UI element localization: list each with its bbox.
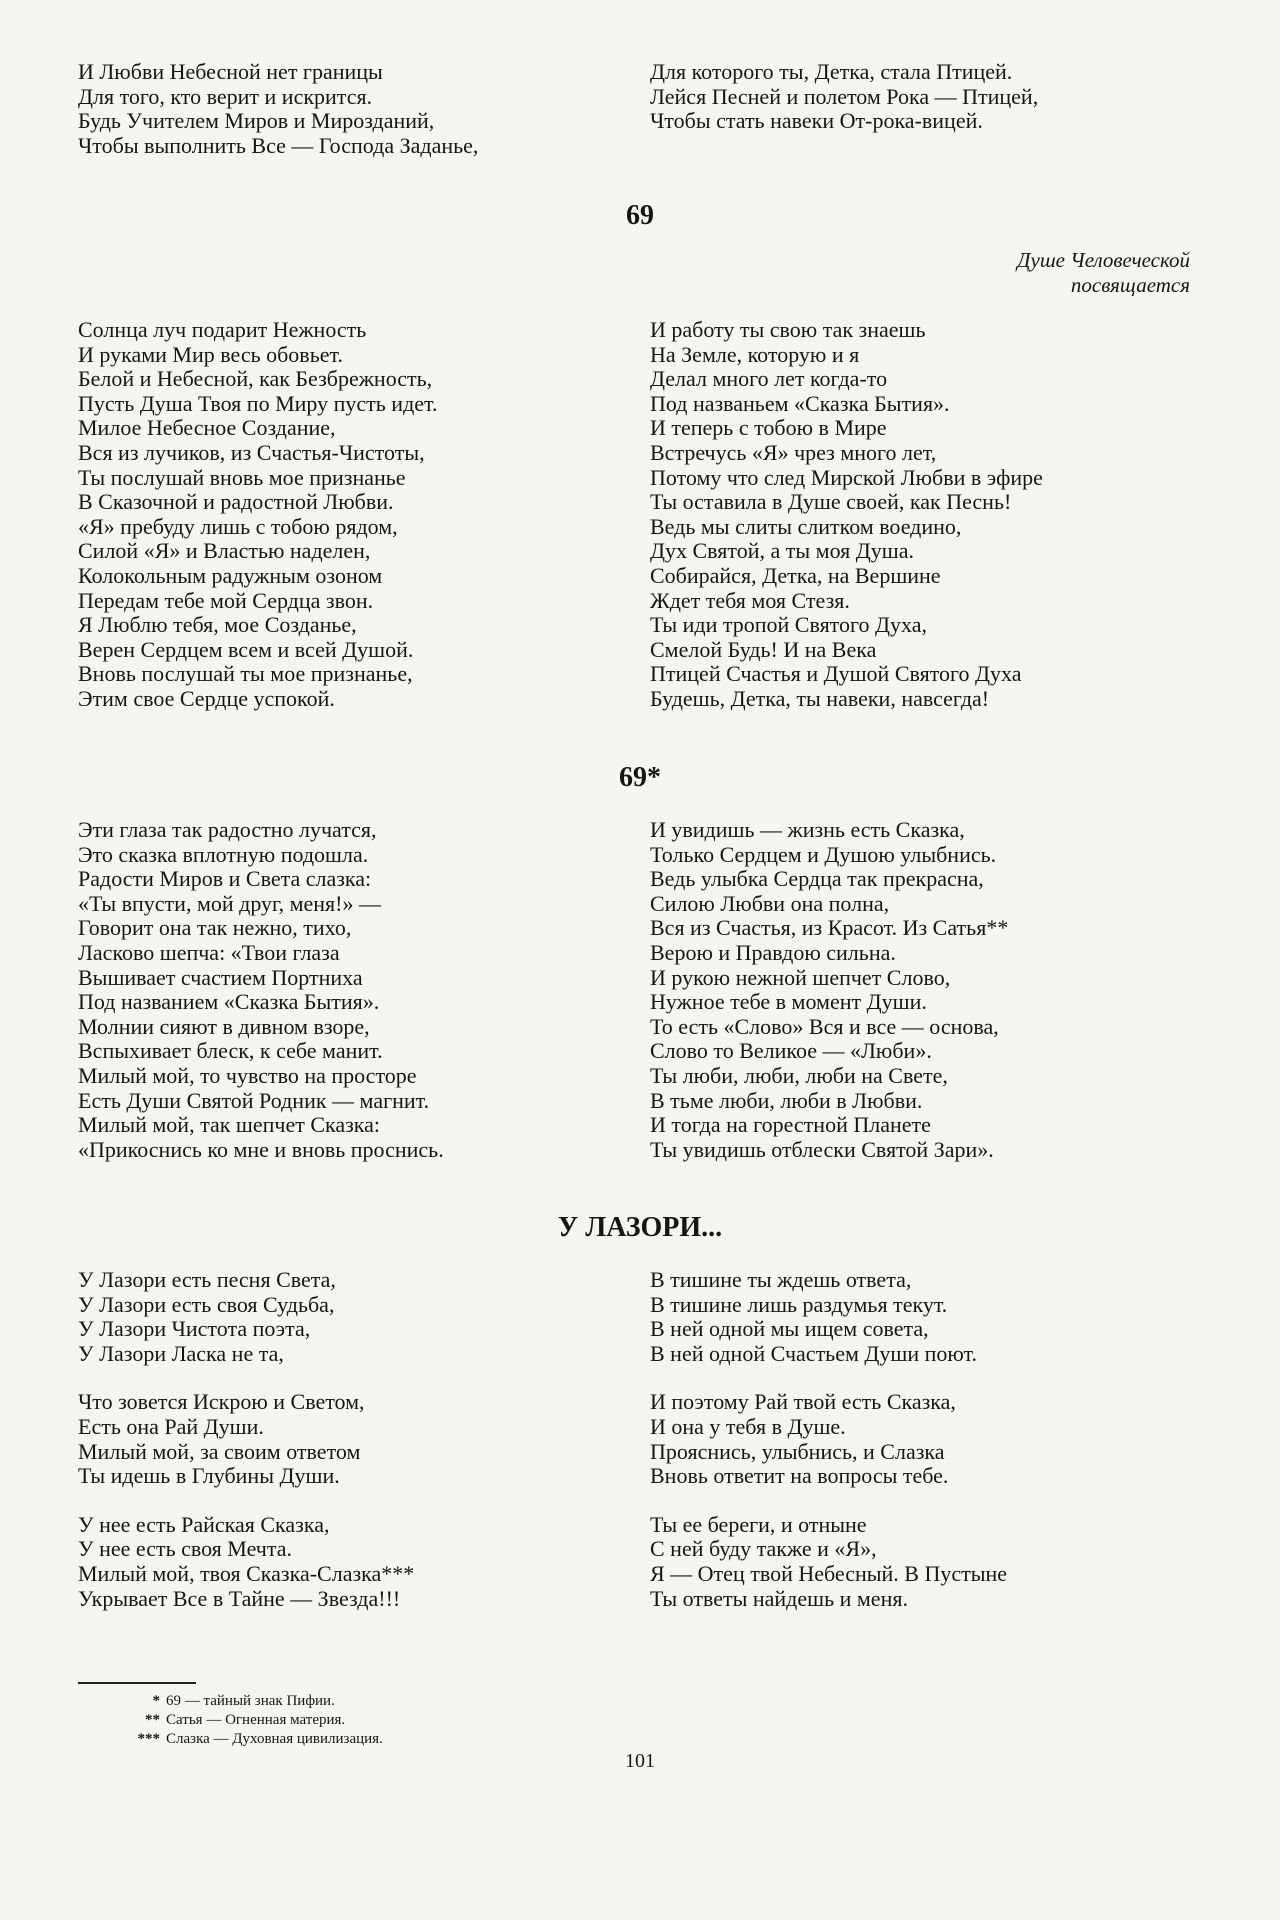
verse-line: Для того, кто верит и искрится. <box>78 83 373 109</box>
verse-line: Прояснись, улыбнись, и Слазка <box>650 1438 945 1464</box>
verse-line: Вновь послушай ты мое признанье, <box>78 661 413 687</box>
verse-line: Будешь, Детка, ты навеки, навсегда! <box>650 685 990 711</box>
verse-line: Верою и Правдою сильна. <box>650 939 896 965</box>
poem-69-number: 69 <box>626 200 654 231</box>
verse-line: У нее есть своя Мечта. <box>78 1536 293 1562</box>
verse-line: Милое Небесное Создание, <box>78 415 336 441</box>
verse-line: Делал много лет когда-то <box>650 366 888 392</box>
stanza-gap <box>650 1489 1210 1513</box>
poem-69star-right-column <box>650 818 1210 1162</box>
verse-line: Милый мой, твоя Сказка-Слазка*** <box>78 1560 415 1586</box>
top-left-stanza <box>78 60 598 158</box>
verse-line: Ждет тебя моя Стезя. <box>650 587 850 613</box>
stanza-gap <box>78 1366 598 1390</box>
verse-line: «Я» пребуду лишь с тобою рядом, <box>78 513 398 539</box>
verse-line: Потому что след Мирской Любви в эфире <box>650 464 1043 490</box>
verse-line: В тьме люби, люби в Любви. <box>650 1087 923 1113</box>
verse-line: И руками Мир весь обовьет. <box>78 341 343 367</box>
footnote-text: Сатья — Огненная материя. <box>166 1712 346 1728</box>
poem-lazori-left-column <box>78 1268 598 1611</box>
verse-line: Вновь ответит на вопросы тебе. <box>650 1463 949 1489</box>
poem-69-dedication <box>790 248 1190 298</box>
verse-line: Милый мой, за своим ответом <box>78 1438 361 1464</box>
verse-line: Под названием «Сказка Бытия». <box>78 989 380 1015</box>
verse-line: Колокольным радужным озоном <box>78 562 383 588</box>
verse-line: И работу ты свою так знаешь <box>650 317 926 342</box>
verse-line: Говорит она так нежно, тихо, <box>78 915 352 941</box>
verse-line: Под названьем «Сказка Бытия». <box>650 390 950 416</box>
verse-line: Ты оставила в Душе своей, как Песнь! <box>650 489 1012 515</box>
footnote <box>100 1730 383 1749</box>
verse-line: «Ты впусти, мой друг, меня!» — <box>78 890 381 916</box>
verse-line: Ты идешь в Глубины Души. <box>78 1463 340 1489</box>
verse-line: Встречусь «Я» чрез много лет, <box>650 439 937 465</box>
verse-line: В ней одной мы ищем совета, <box>650 1316 929 1342</box>
verse-line: Ты послушай вновь мое признанье <box>78 464 406 490</box>
verse-line: Ты ответы найдешь и меня. <box>650 1585 908 1611</box>
verse-line: В Сказочной и радостной Любви. <box>78 489 394 515</box>
verse-line: Молнии сияют в дивном взоре, <box>78 1013 370 1039</box>
verse-line: Чтобы стать навеки От-рока-вицей. <box>650 108 983 134</box>
verse-line: С ней буду также и «Я», <box>650 1536 877 1562</box>
verse-line: Ты люби, люби, люби на Свете, <box>650 1062 948 1088</box>
verse-line: Слово то Великое — «Люби». <box>650 1038 932 1064</box>
verse-line: Есть Души Святой Родник — магнит. <box>78 1087 430 1113</box>
verse-line: В тишине ты ждешь ответа, <box>650 1267 912 1292</box>
verse-line: Смелой Будь! И на Века <box>650 636 877 662</box>
dedication-line: посвящается <box>1070 273 1190 297</box>
poem-69-left-column <box>78 318 598 712</box>
verse-line: Лейся Песней и полетом Рока — Птицей, <box>650 83 1039 109</box>
verse-line: И Любви Небесной нет границы <box>78 59 383 84</box>
poem-69-right-column <box>650 318 1210 712</box>
verse-line: Вся из Счастья, из Красот. Из Сатья** <box>650 915 1009 941</box>
verse-line: И рукою нежной шепчет Слово, <box>650 964 951 990</box>
footnote-mark: ** <box>145 1712 160 1728</box>
verse-line: Собирайся, Детка, на Вершине <box>650 562 941 588</box>
verse-line: «Прикоснись ко мне и вновь проснись. <box>78 1136 444 1162</box>
verse-line: Белой и Небесной, как Безбрежность, <box>78 366 433 392</box>
verse-line: Укрывает Все в Тайне — Звезда!!! <box>78 1585 401 1611</box>
verse-line: Дух Святой, а ты моя Душа. <box>650 538 914 564</box>
verse-line: Ласково шепча: «Твои глаза <box>78 939 340 965</box>
verse-line: Вышивает счастием Портниха <box>78 964 363 990</box>
verse-line: В тишине лишь раздумья текут. <box>650 1291 948 1317</box>
verse-line: То есть «Слово» Вся и все — основа, <box>650 1013 999 1039</box>
verse-line: Ведь улыбка Сердца так прекрасна, <box>650 866 984 892</box>
footnote <box>100 1711 383 1730</box>
verse-line: Нужное тебе в момент Души. <box>650 989 927 1015</box>
verse-line: Солнца луч подарит Нежность <box>78 317 367 342</box>
page-number: 101 <box>625 1750 655 1772</box>
verse-line: У нее есть Райская Сказка, <box>78 1511 330 1537</box>
verse-line: Это сказка вплотную подошла. <box>78 841 369 867</box>
verse-line: Милый мой, так шепчет Сказка: <box>78 1112 381 1138</box>
verse-line: У Лазори Чистота поэта, <box>78 1316 311 1342</box>
verse-line: Я — Отец твой Небесный. В Пустыне <box>650 1560 1008 1586</box>
verse-line: Вся из лучиков, из Счастья-Чистоты, <box>78 439 425 465</box>
verse-line: Ты ее береги, и отныне <box>650 1511 867 1537</box>
poem-lazori-right-column <box>650 1268 1210 1611</box>
verse-line: И теперь с тобою в Мире <box>650 415 887 441</box>
verse-line: У Лазори Ласка не та, <box>78 1340 284 1366</box>
verse-line: Силою Любви она полна, <box>650 890 890 916</box>
footnotes <box>100 1692 383 1749</box>
poem-69star-number: 69* <box>619 762 661 793</box>
verse-line: Ты увидишь отблески Святой Зари». <box>650 1136 994 1162</box>
verse-line: Для которого ты, Детка, стала Птицей. <box>650 59 1013 84</box>
footnote-rule <box>78 1682 196 1684</box>
verse-line: Милый мой, то чувство на просторе <box>78 1062 417 1088</box>
verse-line: Этим свое Сердце успокой. <box>78 685 335 711</box>
stanza-gap <box>78 1489 598 1513</box>
stanza-gap <box>650 1366 1210 1390</box>
verse-line: Чтобы выполнить Все — Господа Заданье, <box>78 132 479 158</box>
verse-line: Только Сердцем и Душою улыбнись. <box>650 841 997 867</box>
verse-line: И она у тебя в Душе. <box>650 1413 846 1439</box>
verse-line: И поэтому Рай твой есть Сказка, <box>650 1389 956 1415</box>
verse-line: Ведь мы слиты слитком воедино, <box>650 513 962 539</box>
footnote-text: 69 — тайный знак Пифии. <box>166 1693 335 1709</box>
verse-line: Силой «Я» и Властью наделен, <box>78 538 371 564</box>
verse-line: Птицей Счастья и Душой Святого Духа <box>650 661 1022 687</box>
top-right-stanza <box>650 60 1210 134</box>
verse-line: И тогда на горестной Планете <box>650 1112 931 1138</box>
verse-line: В ней одной Счастьем Души поют. <box>650 1340 978 1366</box>
verse-line: Что зовется Искрою и Светом, <box>78 1389 365 1415</box>
footnote <box>100 1692 383 1711</box>
verse-line: Будь Учителем Миров и Мирозданий, <box>78 108 435 134</box>
footnote-mark: *** <box>137 1731 160 1747</box>
verse-line: Передам тебе мой Сердца звон. <box>78 587 374 613</box>
verse-line: У Лазори есть песня Света, <box>78 1267 336 1292</box>
verse-line: У Лазори есть своя Судьба, <box>78 1291 335 1317</box>
verse-line: Верен Сердцем всем и всей Душой. <box>78 636 414 662</box>
footnote-text: Слазка — Духовная цивилизация. <box>166 1731 383 1747</box>
dedication-line: Душе Человеческой <box>1017 248 1190 272</box>
verse-line: Радости Миров и Света слазка: <box>78 866 372 892</box>
verse-line: Вспыхивает блеск, к себе манит. <box>78 1038 383 1064</box>
poem-lazori-title: У ЛАЗОРИ... <box>557 1212 723 1243</box>
verse-line: На Земле, которую и я <box>650 341 860 367</box>
poem-69star-left-column <box>78 818 598 1162</box>
verse-line: Пусть Душа Твоя по Миру пусть идет. <box>78 390 438 416</box>
verse-line: И увидишь — жизнь есть Сказка, <box>650 817 965 842</box>
verse-line: Есть она Рай Души. <box>78 1413 264 1439</box>
verse-line: Я Люблю тебя, мое Созданье, <box>78 612 357 638</box>
verse-line: Эти глаза так радостно лучатся, <box>78 817 377 842</box>
footnote-mark: * <box>152 1693 160 1709</box>
verse-line: Ты иди тропой Святого Духа, <box>650 612 927 638</box>
